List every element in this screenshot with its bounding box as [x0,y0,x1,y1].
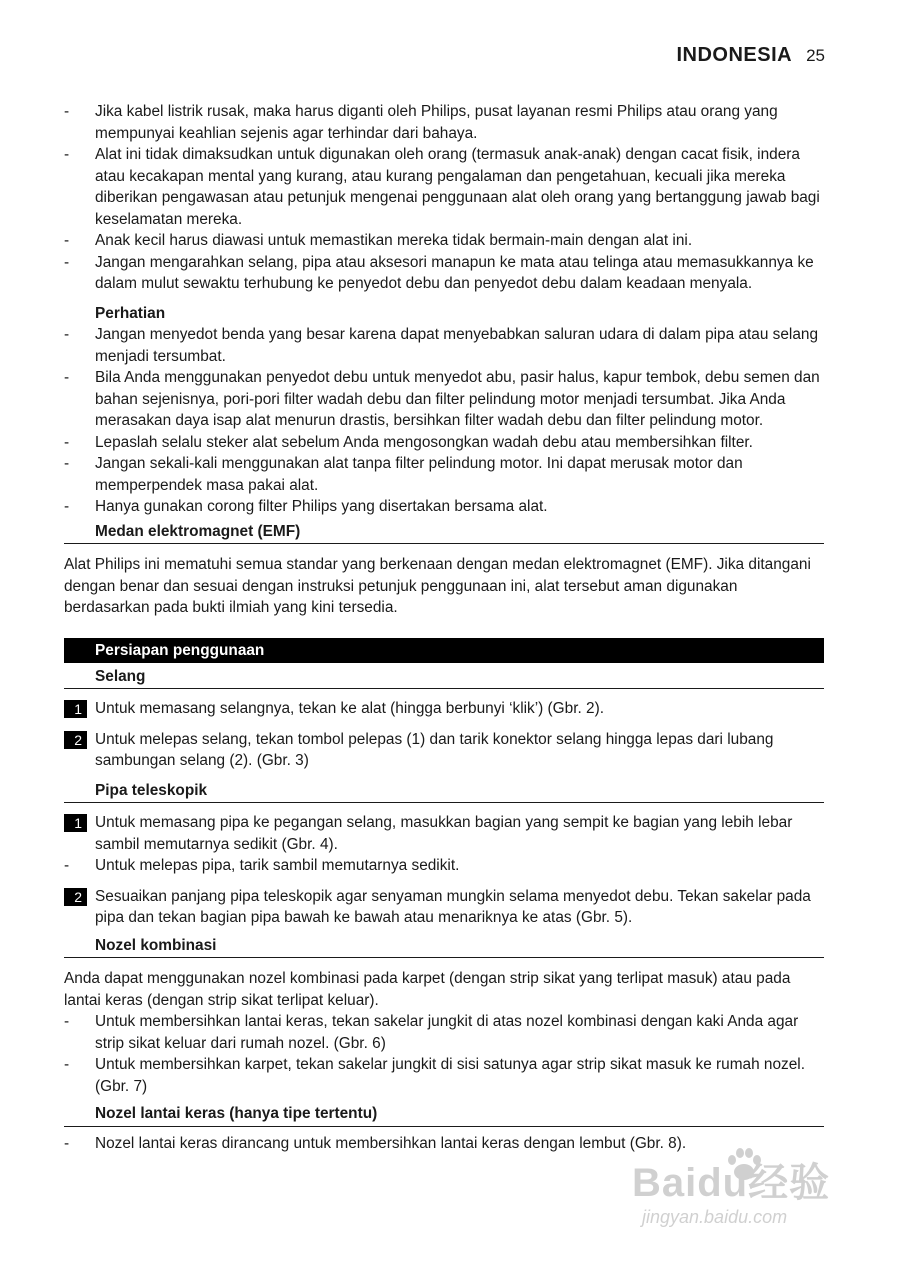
language-label: INDONESIA [676,44,793,66]
list-item: - Jangan sekali-kali menggunakan alat tanpa filter pelindung motor. Ini dapat merusak motor dan memperpendek masa pakai alat. [64,455,743,494]
step-number-badge: 2 [64,888,87,906]
list-item: - Alat ini tidak dimaksudkan untuk digunakan oleh orang (termasuk anak-anak) dengan cacat fisik, indera atau kecakapan mental yang kurang, atau kurang pengalaman dan pengetahuan, kecuali jika mereka diberikan pengawasan atau petunjuk mengenai penggunaan alat oleh orang yang bertanggung jawab bagi keselamatan mereka. [64,146,820,228]
paw-icon [724,1145,764,1185]
emf-paragraph: Alat Philips ini mematuhi semua standar yang berkenaan dengan medan elektromagnet (EMF). Jika ditangani dengan benar dan sesuai dengan instruksi petunjuk penggunaan ini, alat tersebut aman digunakan berdasarkan pada bukti ilmiah yang kini tersedia. [64,556,811,616]
page-header [676,44,825,67]
list-item: - Jangan menyedot benda yang besar karena dapat menyebabkan saluran udara di dalam pipa atau selang menjadi tersumbat. [64,326,819,365]
list-item: - Untuk membersihkan lantai keras, tekan sakelar jungkit di atas nozel kombinasi dengan kaki Anda agar strip sikat keluar dari rumah nozel. (Gbr. 6) [64,1013,799,1052]
step-number-badge: 1 [64,814,87,832]
page-content [64,101,824,1154]
step-number-badge: 2 [64,731,87,749]
step-number-badge: 1 [64,700,87,718]
baidu-watermark [632,1145,842,1240]
list-item: - Jika kabel listrik rusak, maka harus diganti oleh Philips, pusat layanan resmi Philips atau orang yang mempunyai keahlian sejenis agar terhindar dari bahaya. [64,103,778,142]
list-item: - Bila Anda menggunakan penyedot debu untuk menyedot abu, pasir halus, kapur tembok, debu semen dan bahan sejenisnya, pori-pori filter wadah debu dan filter pelindung motor menjadi tersumbat. Jika Anda merasakan daya isap alat menurun drastis, bersihkan filter wadah debu dan filter pelindung motor. [64,369,820,429]
list-item: - Untuk melepas pipa, tarik sambil memutarnya sedikit. [64,857,460,874]
pipa-step-1: 1 Untuk memasang pipa ke pegangan selang, masukkan bagian yang sempit ke bagian yang lebih lebar sambil memutarnya sedikit (Gbr. 4). [64,812,824,855]
selang-step-2: 2 Untuk melepas selang, tekan tombol pelepas (1) dan tarik konektor selang hingga lepas dari lubang sambungan selang (2). (Gbr. 3) [64,729,824,772]
nozel-kombinasi-heading: Nozel kombinasi [64,935,824,959]
page-number: 25 [806,46,825,65]
list-item: - Hanya gunakan corong filter Philips yang disertakan bersama alat. [64,498,548,515]
emf-heading: Medan elektromagnet (EMF) [64,521,824,545]
list-item: - Jangan mengarahkan selang, pipa atau aksesori manapun ke mata atau telinga atau memasukkannya ke dalam mulut sewaktu terhubung ke penyedot debu dan penyedot debu dalam keadaan menyala. [64,253,814,292]
list-item: - Nozel lantai keras dirancang untuk membersihkan lantai keras dengan lembut (Gbr. 8). [64,1134,687,1152]
list-item: - Lepaslah selalu steker alat sebelum Anda mengosongkan wadah debu atau membersihkan filter. [64,433,753,451]
pipa-step-2: 2 Sesuaikan panjang pipa teleskopik agar senyaman mungkin selama menyedot debu. Tekan sakelar pada pipa dan tekan bagian pipa bawah ke bawah atau menariknya ke atas (Gbr. 5). [64,886,824,929]
list-item: - Anak kecil harus diawasi untuk memastikan mereka tidak bermain-main dengan alat ini. [64,232,693,249]
nozel-lantai-heading: Nozel lantai keras (hanya tipe tertentu) [64,1103,824,1127]
perhatian-bullet-list [64,324,824,518]
section-title-bar: Persiapan penggunaan [64,638,824,663]
perhatian-heading: Perhatian [95,304,166,322]
selang-step-1: 1 Untuk memasang selangnya, tekan ke alat (hingga berbunyi ‘klik’) (Gbr. 2). [64,698,824,720]
selang-heading: Selang [64,666,824,690]
pipa-heading: Pipa teleskopik [64,780,824,804]
intro-bullet-list [64,101,824,295]
watermark-site: jingyan.baidu.com [642,1207,788,1227]
nozel-kombinasi-paragraph: Anda dapat menggunakan nozel kombinasi pada karpet (dengan strip sikat yang terlipat masuk) atau pada lantai keras (dengan strip sikat terlipat keluar). [64,970,791,1009]
list-item: - Untuk membersihkan karpet, tekan sakelar jungkit di sisi satunya agar strip sikat masuk ke rumah nozel. (Gbr. 7) [64,1056,805,1095]
watermark-logo: Baidu经验 [632,1161,831,1205]
